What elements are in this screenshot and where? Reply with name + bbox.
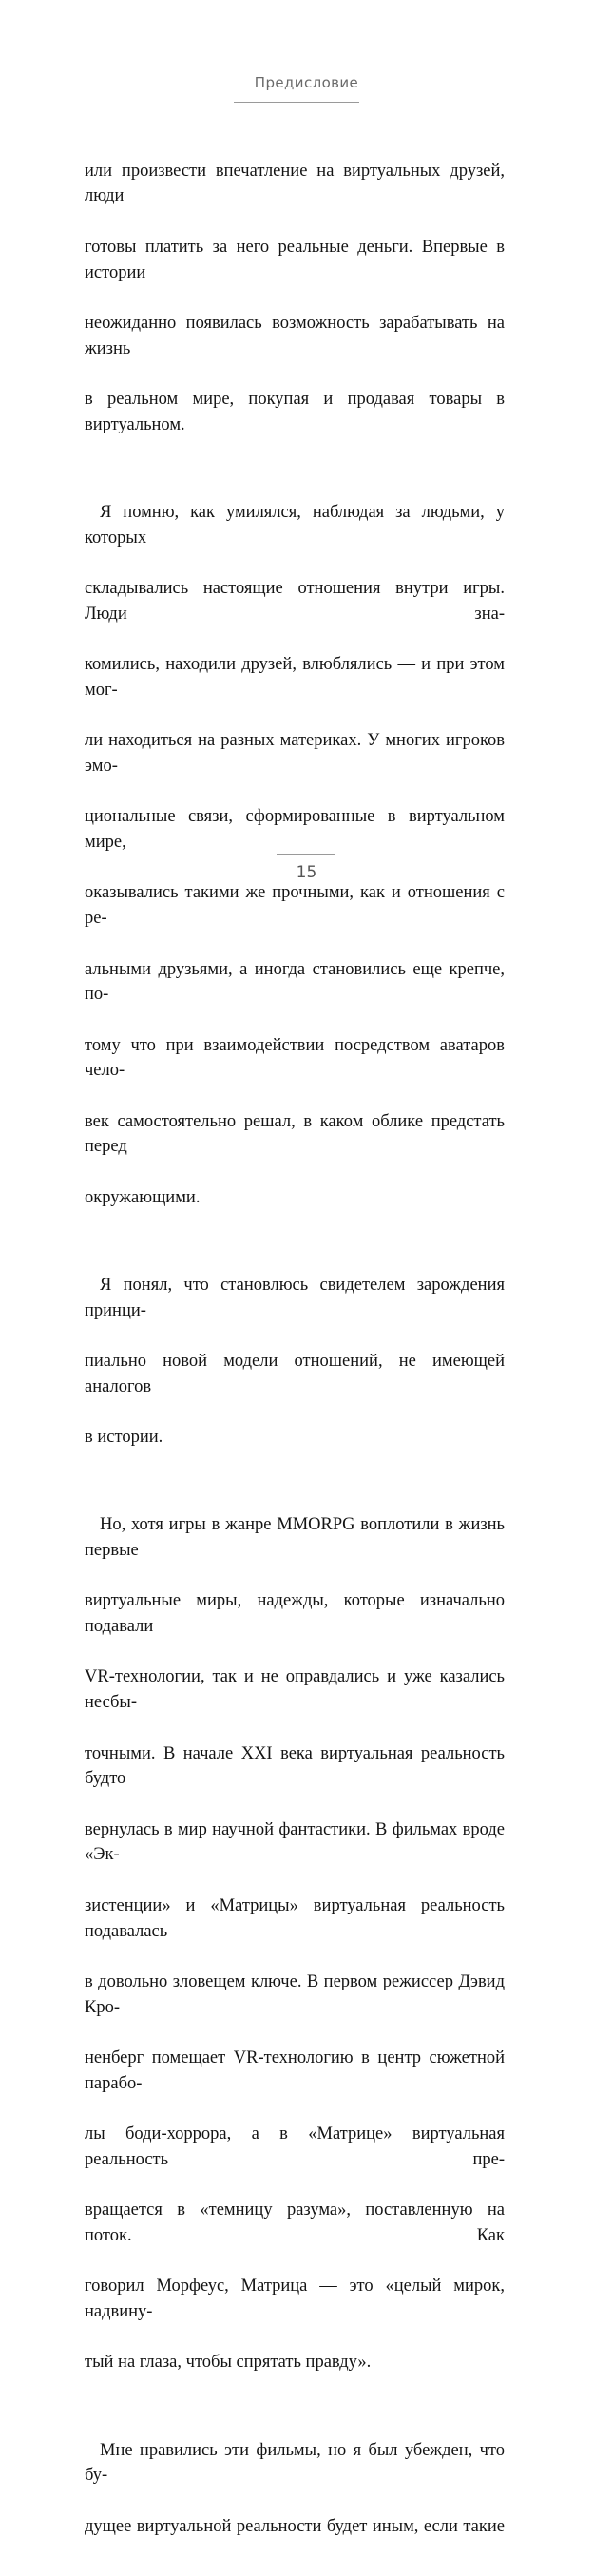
line: Я помню, как умилялся, наблюдая за людьми, у которых: [85, 502, 505, 548]
paragraph-3: [85, 1247, 505, 1475]
line: в довольно зловещем ключе. В первом режиссер Дэвид Кро-: [85, 1971, 505, 2017]
header-divider: [234, 102, 359, 103]
line: VR-технологии, так и не оправдались и уже казались несбы-: [85, 1667, 505, 1713]
body-text: [85, 133, 505, 2576]
line: пиально новой модели отношений, не имеющей аналогов: [85, 1352, 505, 1396]
line: складывались настоящие отношения внутри игры. Люди зна-: [85, 578, 505, 624]
line: говорил Морфеус, Матрица — это «целый мирок, надвину-: [85, 2277, 505, 2322]
running-header: Предисловие: [254, 74, 359, 91]
line: окружающими.: [85, 1187, 201, 1207]
line: виртуальные миры, надежды, которые изначально подавали: [85, 1591, 505, 1637]
paragraph-4: [85, 1488, 505, 2401]
line: зистенции» и «Матрицы» виртуальная реальность подавалась: [85, 1895, 505, 1941]
paragraph-5: [85, 2413, 505, 2565]
line: ли находиться на разных материках. У многих игроков эмо-: [85, 731, 505, 776]
line: точными. В начале XXI века виртуальная реальность будто: [85, 1743, 505, 1789]
footer-divider: [277, 854, 335, 855]
paragraph-1: [85, 133, 505, 463]
line: в истории.: [85, 1428, 163, 1448]
line: лы боди-хоррора, а в «Матрице» виртуальная реальность пре-: [85, 2124, 505, 2169]
line: ненберг помещает VR-технологию в центр сюжетной парабо-: [85, 2048, 505, 2093]
paragraph-2: [85, 474, 505, 1236]
line: в реальном мире, покупая и продавая товары в виртуальном.: [85, 390, 505, 434]
line: Мне нравились эти фильмы, но я был убежден, что бу-: [85, 2440, 505, 2486]
line: Я понял, что становлюсь свидетелем зарождения принци-: [85, 1275, 505, 1320]
line: альными друзьями, а иногда становились еще крепче, по-: [85, 959, 505, 1005]
line: циональные связи, сформированные в виртуальном мире,: [85, 807, 505, 852]
line: готовы платить за него реальные деньги. Впервые в истории: [85, 237, 505, 282]
line: комились, находили друзей, влюблялись — и при этом мог-: [85, 655, 505, 700]
line: неожиданно появилась возможность зарабатывать на жизнь: [85, 313, 505, 358]
line: Но, хотя игры в жанре MMORPG воплотили в жизнь первые: [85, 1515, 505, 1560]
page-number: 15: [296, 863, 317, 882]
line: вернулась в мир научной фантастики. В фильмах вроде «Эк-: [85, 1819, 505, 1865]
line: дущее виртуальной реальности будет иным, если такие: [85, 2516, 505, 2536]
line: тому что при взаимодействии посредством аватаров чело-: [85, 1035, 505, 1081]
line: вращается в «темницу разума», поставленную на поток. Как: [85, 2201, 505, 2245]
line: век самостоятельно решал, в каком облике предстать перед: [85, 1111, 505, 1157]
line: или произвести впечатление на виртуальных друзей, люди: [85, 161, 505, 206]
line: тый на глаза, чтобы спрятать правду».: [85, 2353, 372, 2373]
line: оказывались такими же прочными, как и отношения с ре-: [85, 883, 505, 929]
